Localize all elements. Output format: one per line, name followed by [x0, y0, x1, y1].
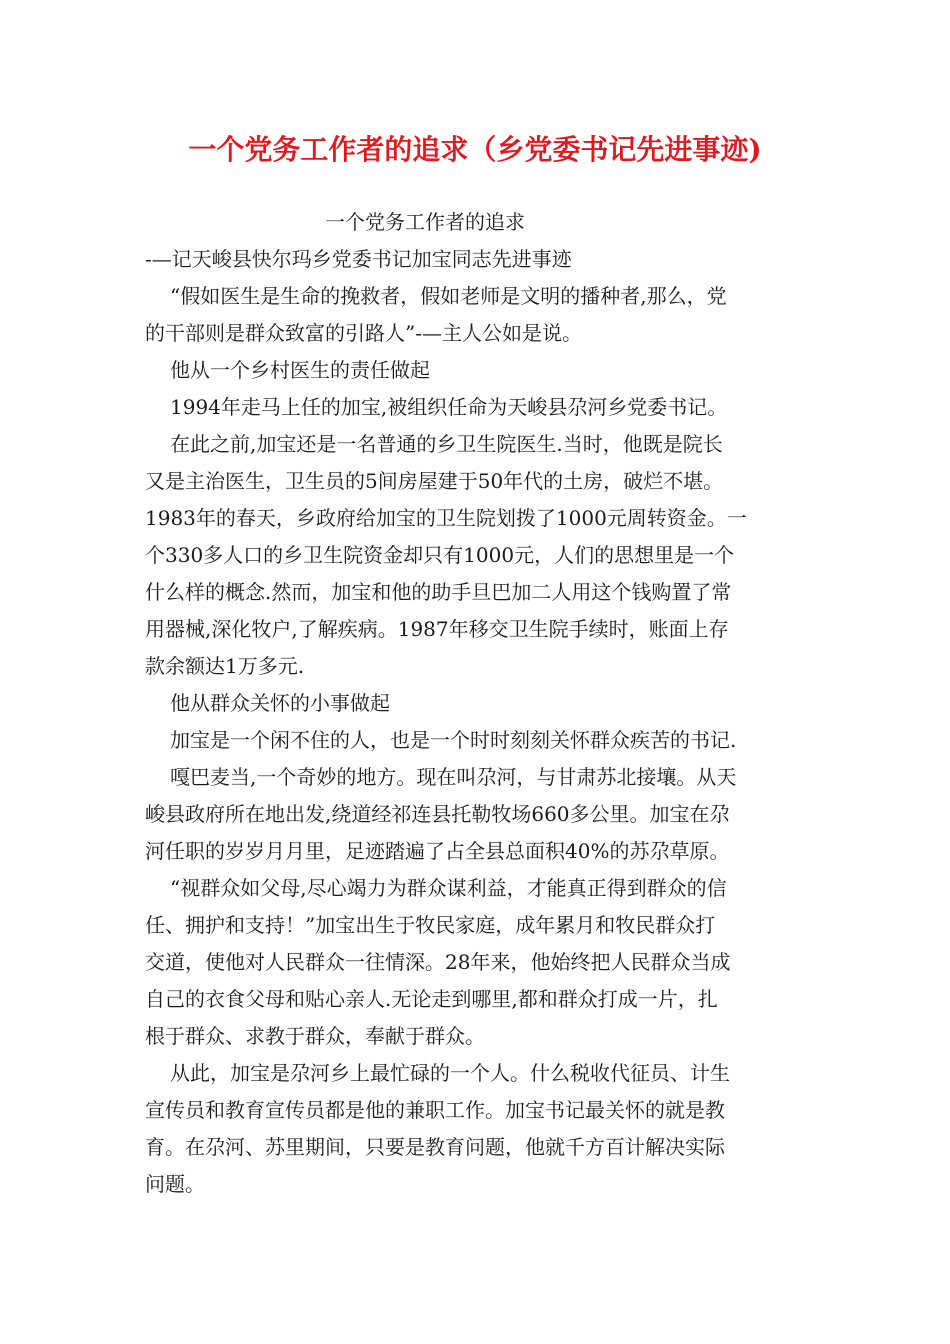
document-body — [145, 204, 820, 1203]
body-line: 1983年的春天，乡政府给加宝的卫生院划拨了1000元周转资金。一 — [145, 506, 747, 530]
article-heading: 一个党务工作者的追求 — [325, 210, 525, 234]
body-line: 用器械,深化牧户,了解疾病。1987年移交卫生院手续时，账面上存 — [145, 617, 729, 641]
body-line: 在此之前,加宝还是一名普通的乡卫生院医生.当时，他既是院长 — [170, 432, 723, 456]
body-line: 自己的衣食父母和贴心亲人.无论走到哪里,都和群众打成一片，扎 — [145, 987, 718, 1011]
body-line: 根于群众、求教于群众，奉献于群众。 — [145, 1024, 485, 1048]
body-line: 育。在尕河、苏里期间，只要是教育问题，他就千方百计解决实际 — [145, 1135, 725, 1159]
body-line: 款余额达1万多元. — [145, 654, 305, 678]
body-line: 个330多人口的乡卫生院资金却只有1000元，人们的思想里是一个 — [145, 543, 735, 567]
body-line: 的干部则是群众致富的引路人”-—主人公如是说。 — [145, 321, 582, 345]
body-line: “视群众如父母,尽心竭力为群众谋利益，才能真正得到群众的信 — [170, 876, 727, 900]
body-line: 宣传员和教育宣传员都是他的兼职工作。加宝书记最关怀的就是教 — [145, 1098, 725, 1122]
body-line: 问题。 — [145, 1172, 205, 1196]
body-line: 交道，使他对人民群众一往情深。28年来，他始终把人民群众当成 — [145, 950, 731, 974]
body-line: “假如医生是生命的挽救者，假如老师是文明的播种者,那么，党 — [170, 284, 727, 308]
body-line: 从此，加宝是尕河乡上最忙碌的一个人。什么税收代征员、计生 — [170, 1061, 730, 1085]
body-line: 嘎巴麦当,一个奇妙的地方。现在叫尕河，与甘肃苏北接壤。从天 — [170, 765, 737, 789]
document-title: 一个党务工作者的追求（乡党委书记先进事迹) — [188, 133, 762, 166]
body-line: 什么样的概念.然而，加宝和他的助手旦巴加二人用这个钱购置了常 — [145, 580, 732, 604]
body-line: 任、拥护和支持！”加宝出生于牧民家庭，成年累月和牧民群众打 — [145, 913, 716, 937]
body-line: 1994年走马上任的加宝,被组织任命为天峻县尕河乡党委书记。 — [170, 395, 728, 419]
article-subheading: -—记天峻县快尔玛乡党委书记加宝同志先进事迹 — [145, 247, 572, 271]
section-heading: 他从一个乡村医生的责任做起 — [170, 358, 430, 382]
section-heading: 他从群众关怀的小事做起 — [170, 691, 390, 715]
body-line: 峻县政府所在地出发,绕道经祁连县托勒牧场660多公里。加宝在尕 — [145, 802, 730, 826]
body-line: 又是主治医生，卫生员的5间房屋建于50年代的土房，破烂不堪。 — [145, 469, 724, 493]
body-line: 加宝是一个闲不住的人，也是一个时时刻刻关怀群众疾苦的书记. — [170, 728, 737, 752]
body-line: 河任职的岁岁月月里，足迹踏遍了占全县总面积40%的苏尕草原。 — [145, 839, 730, 863]
